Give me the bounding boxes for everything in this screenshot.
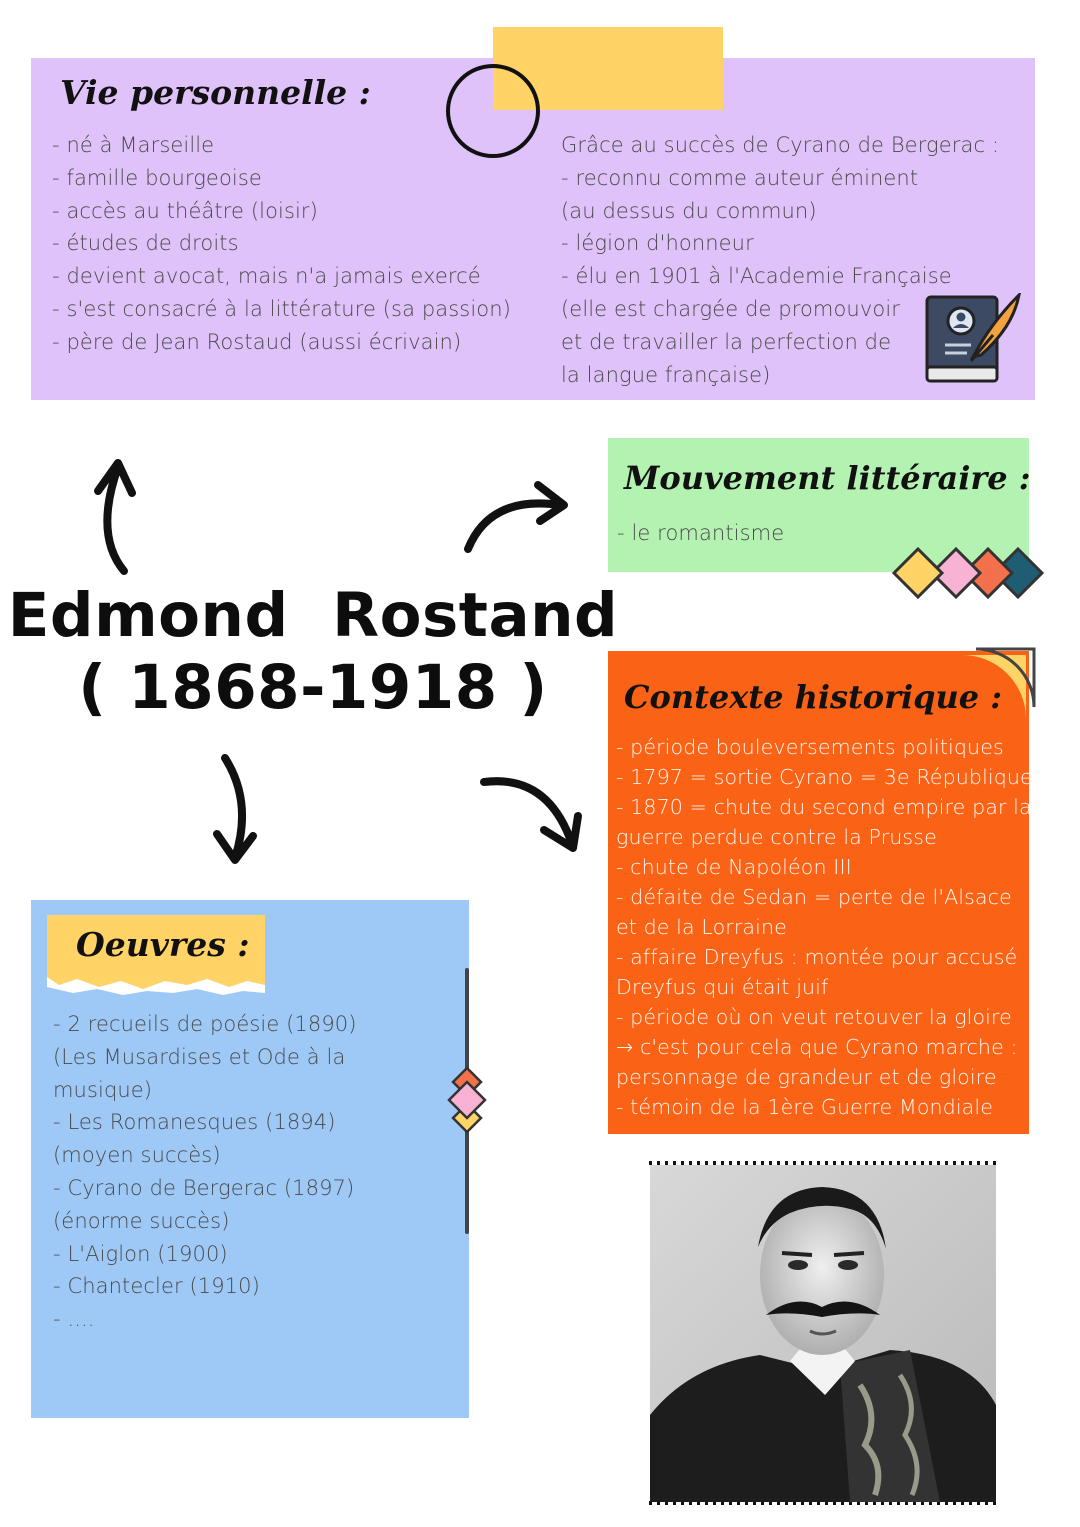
list-item: - légion d'honneur [561,231,754,256]
list-item: Grâce au succès de Cyrano de Bergerac : [561,133,1000,157]
list-item: (énorme succès) [53,1208,230,1233]
contexte-list [616,732,1033,1122]
oeuvres-list [53,1008,357,1336]
diamonds-decoration [890,545,1046,601]
list-item: - 1870 = chute du second empire par la [616,795,1032,819]
list-item: - famille bourgeoise [52,165,262,190]
mouvement-title: Mouvement littéraire : [624,459,1031,497]
list-item: guerre perdue contre la Prusse [616,825,937,849]
list-item: - 1797 = sortie Cyrano = 3e République [616,765,1033,789]
list-item: - affaire Dreyfus : montée pour accusé [616,945,1018,969]
diamonds-decoration [444,1064,490,1140]
oeuvres-title: Oeuvres : [76,925,250,964]
list-item: - Cyrano de Bergerac (1897) [53,1175,355,1200]
list-item: - père de Jean Rostaud (aussi écrivain) [52,329,462,354]
contexte-title: Contexte historique : [624,678,1003,716]
arrow-up-icon [84,455,144,575]
list-item: - Les Romanesques (1894) [53,1110,336,1135]
list-item: et de la Lorraine [616,915,787,939]
list-item: - accès au théâtre (loisir) [52,198,318,223]
list-item: personnage de grandeur et de gloire [616,1065,997,1089]
book-with-quill-icon [921,293,1021,388]
list-item: (au dessus du commun) [561,198,817,223]
arrow-right-up-icon [460,475,575,555]
list-item: - période où on veut retouver la gloire [616,1005,1012,1029]
list-item: et de travailler la perfection de [561,329,892,354]
title-name: Edmond Rostand [7,580,619,651]
list-item: - chute de Napoléon III [616,855,852,879]
list-item: - né à Marseille [52,133,215,157]
mouvement-list [617,517,784,550]
list-item: - .... [53,1307,95,1332]
list-item: - L'Aiglon (1900) [53,1241,228,1266]
list-item: - élu en 1901 à l'Academie Française [561,264,952,289]
arrow-right-down-icon [478,768,584,858]
list-item: (moyen succès) [53,1143,221,1168]
list-item: - période bouleversements politiques [616,735,1004,759]
list-item: - 2 recueils de poésie (1890) [53,1012,357,1036]
page-title [0,580,626,724]
list-item: (Les Musardises et Ode à la [53,1044,346,1069]
list-item: - le romantisme [617,521,785,545]
list-item: - études de droits [52,231,239,256]
list-item: Dreyfus qui était juif [616,975,829,999]
list-item: - défaite de Sedan = perte de l'Alsace [616,885,1012,909]
list-item: - reconnu comme auteur éminent [561,165,919,190]
list-item: la langue française) [561,362,771,387]
list-item: - devient avocat, mais n'a jamais exercé [52,264,481,289]
list-item: → c'est pour cela que Cyrano marche : [616,1035,1018,1059]
list-item: (elle est chargée de promouvoir [561,296,900,321]
list-item: - témoin de la 1ère Guerre Mondiale [616,1095,993,1119]
portrait-photo [650,1165,996,1502]
vie-personnelle-left-list [52,129,511,359]
title-dates: ( 1868-1918 ) [78,652,548,723]
list-item: musique) [53,1077,153,1102]
vie-personnelle-title: Vie personnelle : [60,73,371,112]
list-item: - Chantecler (1910) [53,1274,260,1299]
list-item: - s'est consacré à la littérature (sa passion) [52,296,511,321]
arrow-down-icon [205,752,265,870]
